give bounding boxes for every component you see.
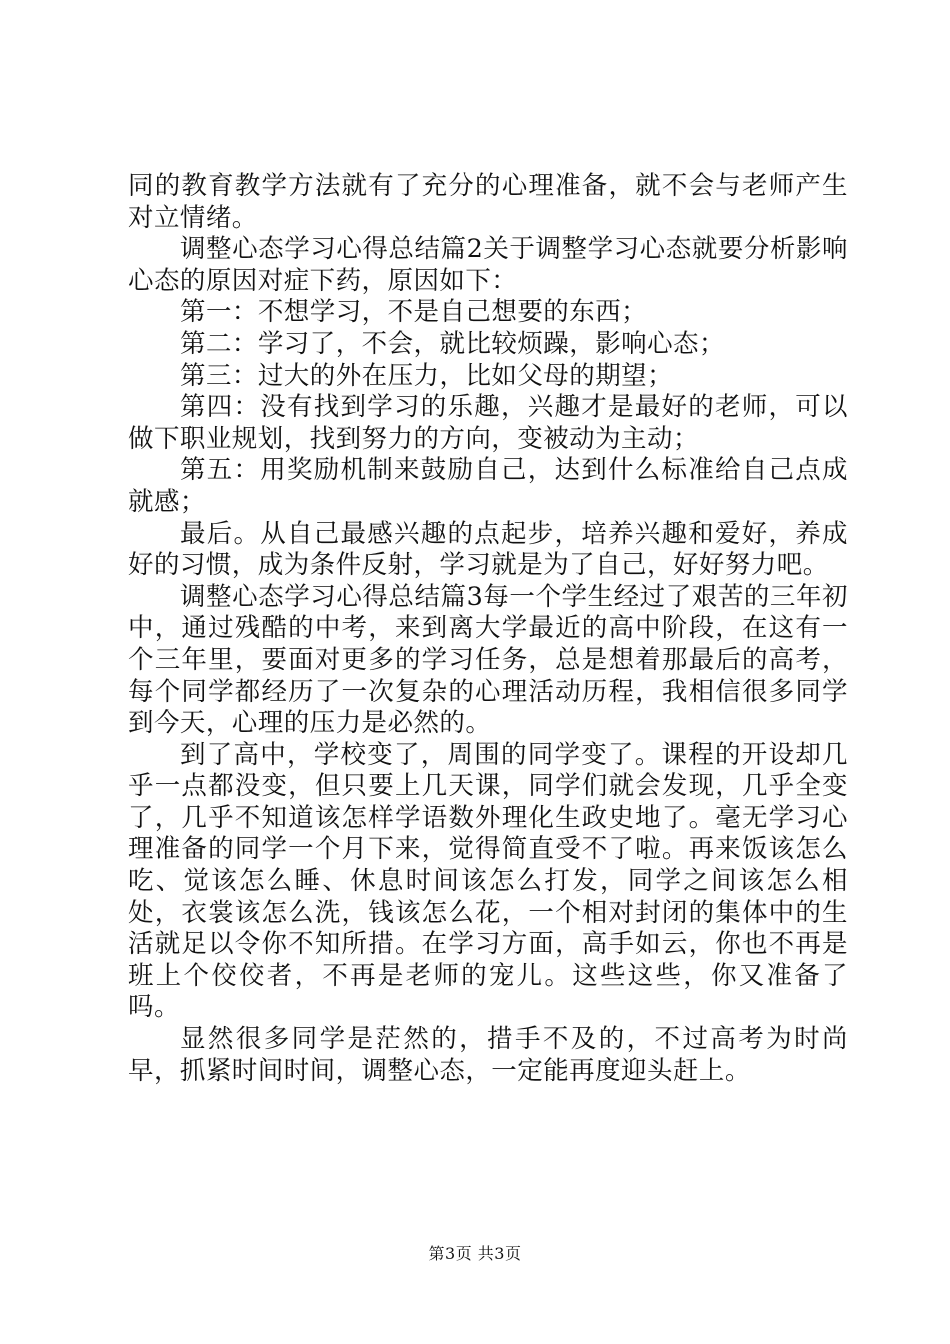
body-paragraph: 显然很多同学是茫然的，措手不及的，不过高考为时尚早，抓紧时间时间，调整心态，一定能再度迎头赶上。 (128, 1024, 848, 1086)
body-paragraph: 调整心态学习心得总结篇3每一个学生经过了艰苦的三年初中，通过残酷的中考，来到离大学最近的高中阶段，在这有一个三年里，要面对更多的学习任务，总是想着那最后的高考，每个同学都经历了一次复杂的心理活动历程，我相信很多同学到今天，心理的压力是必然的。 (128, 581, 848, 739)
body-paragraph: 同的教育教学方法就有了充分的心理准备，就不会与老师产生对立情绪。 (128, 171, 848, 233)
body-paragraph: 最后。从自己最感兴趣的点起步，培养兴趣和爱好，养成好的习惯，成为条件反射，学习就是为了自己，好好努力吧。 (128, 518, 848, 581)
page-footer (0, 1244, 950, 1264)
body-paragraph: 调整心态学习心得总结篇2关于调整学习心态就要分析影响心态的原因对症下药，原因如下： (128, 234, 848, 296)
body-paragraph: 到了高中，学校变了，周围的同学变了。课程的开设却几乎一点都没变，但只要上几天课，同学们就会发现，几乎全变了，几乎不知道该怎样学语数外理化生政史地了。毫无学习心理准备的同学一个月下来，觉得简直受不了啦。再来饭该怎么吃、觉该怎么睡、休息时间该怎么打发，同学之间该怎么相处，衣裳该怎么洗，钱该怎么花，一个相对封闭的集体中的生活就足以令你不知所措。在学习方面，高手如云，你也不再是班上个佼佼者，不再是老师的宠儿。这些这些，你又准备了吗。 (128, 739, 848, 1023)
document-body (128, 171, 848, 1087)
body-paragraph: 第三：过大的外在压力，比如父母的期望； (180, 360, 674, 391)
page-number-label: 第3页 共3页 (428, 1244, 522, 1263)
body-paragraph: 第一：不想学习，不是自己想要的东西； (180, 297, 648, 328)
body-paragraph: 第四：没有找到学习的乐趣，兴趣才是最好的老师，可以做下职业规划，找到努力的方向，变被动为主动； (128, 392, 848, 454)
body-paragraph: 第五：用奖励机制来鼓励自己，达到什么标准给自己点成就感； (128, 455, 848, 517)
body-paragraph: 第二：学习了，不会，就比较烦躁，影响心态； (180, 328, 725, 359)
